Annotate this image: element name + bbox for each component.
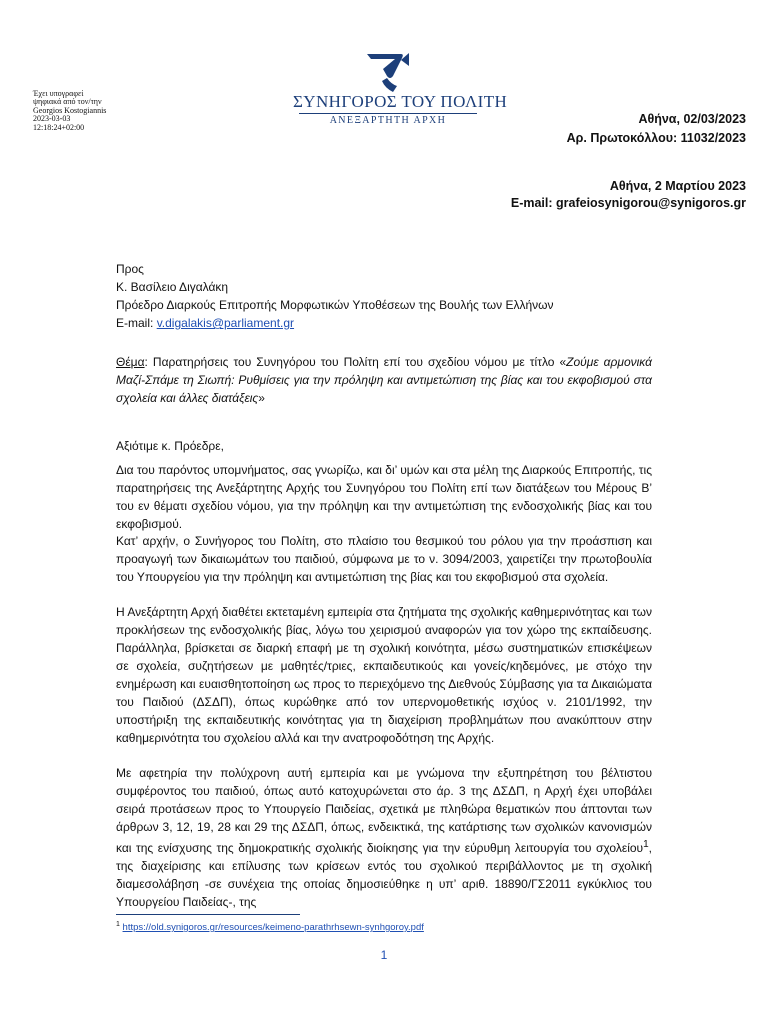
protocol-number: Αρ. Πρωτοκόλλου: 11032/2023 — [566, 131, 746, 145]
subject-text: : Παρατηρήσεις του Συνηγόρου του Πολίτη επί του σχεδίου νόμου με τίτλο « — [144, 355, 567, 369]
sender-email: E-mail: grafeiosynigorou@synigoros.gr — [510, 196, 746, 210]
subject — [116, 353, 652, 407]
recipient-block — [116, 260, 652, 332]
proposals-text-after: , της διαχείρισης και επίλυσης των κρίσεων εντός του σχολικού περιβάλλοντος με τη σχολική διαμεσολάβηση -σε συνέχεια της οποίας δημοσιεύθηκε η υπ’ αριθ. 18890/ΓΣ2011 εγκύκλιος του Υπουργείου Παιδείας-, της — [116, 841, 652, 909]
signature-line: Georgios Kostogiannis — [33, 105, 107, 115]
footnote — [116, 921, 424, 933]
paragraph-proposals — [116, 764, 652, 911]
footnote-divider — [116, 914, 300, 915]
subject-close: » — [258, 391, 265, 405]
footnote-link[interactable]: https://old.synigoros.gr/resources/keimeno-parathrhsewn-synhgoroy.pdf — [122, 922, 424, 934]
paragraph-intro: Δια του παρόντος υπομνήματος, σας γνωρίζω, και δι’ υμών και στα μέλη της Διαρκούς Επιτροπής, τις παρατηρήσεις της Ανεξάρτητης Αρχής του Συνηγόρου του Πολίτη επί των διατάξεων του Μέρους Β’ του εν θέματι σχεδίου νόμου, για την πρόληψη και την αντιμετώπιση της ενδοσχολικής βίας και του εκφοβισμού. — [116, 463, 652, 531]
signature-line: ψηφιακά από τον/την — [33, 97, 102, 107]
paragraph-welcome: Κατ’ αρχήν, ο Συνήγορος του Πολίτη, στο πλαίσιο του θεσμικού του ρόλου για την προάσπιση και προαγωγή των δικαιωμάτων του παιδιού, σύμφωνα με το ν. 3094/2003, χαιρετίζει την πρωτοβουλία του Υπουργείου για την πρόληψη και αντιμετώπιση της βίας και του εκφοβισμού στα σχολεία. — [116, 534, 652, 584]
subject-label: Θέμα — [116, 355, 145, 369]
letter-date: Αθήνα, 2 Μαρτίου 2023 — [609, 179, 746, 193]
logo-subtitle: ΑΝΕΞΑΡΤΗΤΗ ΑΡΧΗ — [329, 115, 447, 126]
subject-title: Ζούμε αρμονικά Μαζί-Σπάμε τη Σιωπή: Ρυθμίσεις για την πρόληψη και αντιμετώπιση της βίας και του εκφοβισμού στα σχολεία και άλλες διατάξεις — [116, 355, 652, 405]
paragraph-experience: Η Ανεξάρτητη Αρχή διαθέτει εκτεταμένη εμπειρία στα ζητήματα της σχολικής καθημερινότητας και των προκλήσεων της ενδοσχολικής βίας, λόγω του χειρισμού αναφορών για τον χώρο της εκπαίδευσης. Παράλληλα, βρίσκεται σε διαρκή επαφή με τη σχολική κοινότητα, μέσω συστηματικών επισκέψεων σε σχολεία, συζητήσεων με μαθητές/τριες, εκπαιδευτικούς και γονείς/κηδεμόνες, με στόχο την ενημέρωση και ευαισθητοποίηση ως προς το περιεχόμενο της Διεθνούς Σύμβασης για τα Δικαιώματα του Παιδιού (ΔΣΔΠ), όπως κυρώθηκε από τον υπερνομοθετικής ισχύος ν. 2101/1992, την υποστήριξη της εκπαιδευτικής κοινότητας για τη διαχείριση προβλημάτων που ανακύπτουν στην καθημερινότητα του σχολείου αλλά και την ανατροφοδότηση της Αρχής. — [116, 605, 652, 745]
recipient-email-link[interactable]: v.digalakis@parliament.gr — [156, 316, 295, 330]
ombudsman-emblem-icon — [357, 50, 419, 92]
proposals-text-before: Με αφετηρία την πολύχρονη αυτή εμπειρία και με γνώμονα την εξυπηρέτηση του βέλτιστου συμφέροντος του παιδιού, όπως αυτό κατοχυρώνεται στο άρ. 3 της ΔΣΔΠ, η Αρχή έχει υποβάλει σειρά προτάσεων προς το Υπουργείο Παιδείας, σχετικά με πληθώρα θεματικών που άπτονται των άρθρων 3, 12, 19, 28 και 29 της ΔΣΔΠ, όπως, ενδεικτικά, της κατάρτισης των σχολικών κανονισμών και της ενίσχυσης της δημοκρατικής σχολικής διοίκησης για την εύρυθμη λειτουργία του σχολείου — [116, 766, 652, 855]
ombudsman-logo — [293, 50, 508, 126]
place-date: Αθήνα, 02/03/2023 — [638, 112, 746, 126]
signature-line: 12:18:24+02:00 — [33, 122, 85, 132]
logo-title: ΣΥΝΗΓΟΡΟΣ ΤΟΥ ΠΟΛΙΤΗ — [293, 92, 508, 111]
footnote-ref[interactable]: 1 — [643, 839, 649, 850]
recipient-to: Προς — [116, 262, 144, 276]
logo-divider — [299, 113, 477, 114]
digital-signature-stamp — [33, 90, 123, 132]
signature-line: 2023-03-03 — [33, 114, 71, 124]
signature-line: Έχει υπογραφεί — [33, 89, 84, 98]
footnote-number: 1 — [116, 921, 120, 928]
recipient-role: Πρόεδρο Διαρκούς Επιτροπής Μορφωτικών Υποθέσεων της Βουλής των Ελλήνων — [116, 298, 554, 312]
page-number: 1 — [380, 948, 388, 962]
recipient-email-line — [116, 314, 652, 332]
salutation: Αξιότιμε κ. Πρόεδρε, — [116, 439, 224, 453]
recipient-name: Κ. Βασίλειο Διγαλάκη — [116, 280, 229, 294]
recipient-email-label: E-mail: — [116, 316, 154, 330]
